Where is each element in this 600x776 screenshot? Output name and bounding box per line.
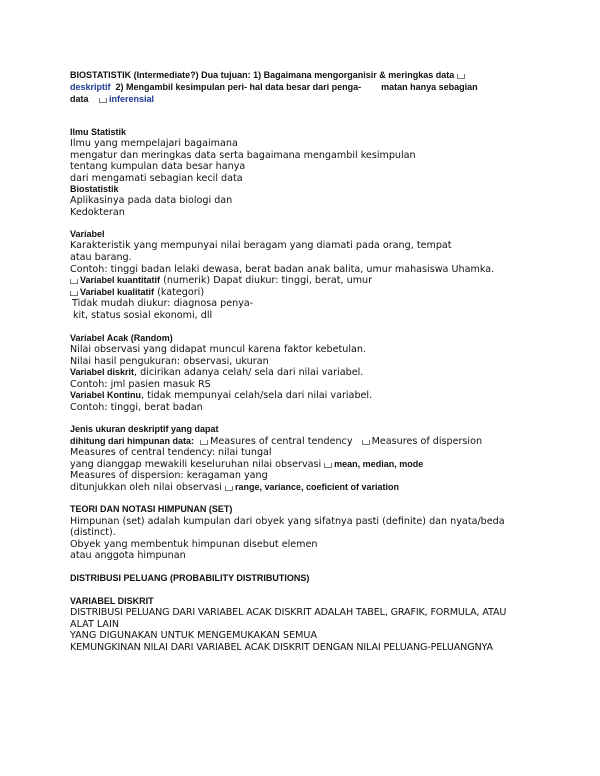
text-line: DISTRIBUSI PELUANG DARI VARIABEL ACAK DISKRIT ADALAH TABEL, GRAFIK, FORMULA, ATAU: [70, 607, 507, 618]
bullet-marker-icon: [70, 291, 78, 296]
text-line: Nilai observasi yang didapat muncul karena faktor kebetulan.: [70, 344, 367, 355]
section-title-ilmu: Ilmu Statistik: [70, 127, 127, 137]
text-line: atau barang.: [70, 252, 132, 263]
link-marker-icon: [362, 440, 370, 445]
text-line: Himpunan (set) adalah kumpulan dari obyek yang sifatnya pasti (definite) dan nyata/beda: [70, 516, 505, 527]
section-title-biostatistik: Biostatistik: [70, 184, 119, 194]
section-title-himpunan: TEORI DAN NOTASI HIMPUNAN (SET): [70, 504, 233, 514]
text-line: Nilai hasil pengukuran: observasi, ukuran: [70, 356, 269, 367]
text-line: Contoh: tinggi badan lelaki dewasa, berat badan anak balita, umur mahasiswa Uhamka.: [70, 264, 495, 275]
text-line-kontinu: Variabel Kontinu, tidak mempunyai celah/sela dari nilai variabel.: [70, 390, 373, 401]
bullet-marker-icon: [70, 279, 78, 284]
text-line-diskrit: Variabel diskrit, dicirikan adanya celah/ sela dari nilai variabel.: [70, 367, 364, 378]
header-line-2: deskriptif 2) Mengambil kesimpulan peri- hal data besar dari penga- matan hanya sebagian: [70, 82, 478, 92]
text-line: KEMUNGKINAN NILAI DARI VARIABEL ACAK DISKRIT DENGAN NILAI PELUANG-PELUANGNYA: [70, 642, 493, 653]
link-marker-icon: [99, 98, 107, 103]
link-marker-icon: [225, 486, 233, 491]
text-line: Kedokteran: [70, 207, 125, 218]
text-line-measures: dihitung dari himpunan data: Measures of central tendency Measures of dispersion: [70, 436, 483, 447]
header-line-3: data inferensial: [70, 94, 155, 104]
text-line: dari mengamati sebagian kecil data: [70, 173, 243, 184]
section-title-variabel: Variabel: [70, 229, 105, 239]
section-title-distribusi: DISTRIBUSI PELUANG (PROBABILITY DISTRIBUTIONS): [70, 573, 310, 583]
link-marker-icon: [200, 440, 208, 445]
text-line: Contoh: jml pasien masuk RS: [70, 379, 211, 390]
header-line-1: BIOSTATISTIK (Intermediate?) Dua tujuan: 1) Bagaimana mengorganisir & meringkas data: [70, 70, 467, 81]
text-line: Ilmu yang mempelajari bagaimana: [70, 138, 238, 149]
section-title-acak: Variabel Acak (Random): [70, 333, 173, 343]
text-line: tentang kumpulan data besar hanya: [70, 161, 246, 172]
text-line: (distinct).: [70, 527, 116, 538]
section-title-ukuran: Jenis ukuran deskriptif yang dapat: [70, 424, 219, 434]
text-line-central: yang dianggap mewakili keseluruhan nilai observasi mean, median, mode: [70, 459, 424, 470]
text-line: Tidak mudah diukur: diagnosa penya-: [72, 298, 254, 309]
section-title-diskrit: VARIABEL DISKRIT: [70, 596, 154, 606]
text-line-kuantitatif: Variabel kuantitatif (numerik) Dapat diukur: tinggi, berat, umur: [70, 275, 372, 286]
link-marker-icon: [457, 74, 465, 79]
text-line-dispersion: ditunjukkan oleh nilai observasi range, variance, coeficient of variation: [70, 482, 400, 493]
text-line: atau anggota himpunan: [70, 550, 186, 561]
text-line: Contoh: tinggi, berat badan: [70, 402, 203, 413]
text-line: Measures of dispersion: keragaman yang: [70, 470, 268, 481]
text-line: Measures of central tendency: nilai tungal: [70, 447, 272, 458]
text-line: Obyek yang membentuk himpunan disebut elemen: [70, 539, 318, 550]
text-line: YANG DIGUNAKAN UNTUK MENGEMUKAKAN SEMUA: [70, 630, 318, 641]
text-line: mengatur dan meringkas data serta bagaimana mengambil kesimpulan: [70, 150, 416, 161]
text-line: kit, status sosial ekonomi, dll: [73, 310, 213, 321]
link-marker-icon: [324, 463, 332, 468]
text-line-kualitatif: Variabel kualitatif (kategori): [70, 287, 204, 298]
text-line: Aplikasinya pada data biologi dan: [70, 195, 233, 206]
text-line: ALAT LAIN: [70, 619, 119, 630]
text-line: Karakteristik yang mempunyai nilai beragam yang diamati pada orang, tempat: [70, 240, 452, 251]
